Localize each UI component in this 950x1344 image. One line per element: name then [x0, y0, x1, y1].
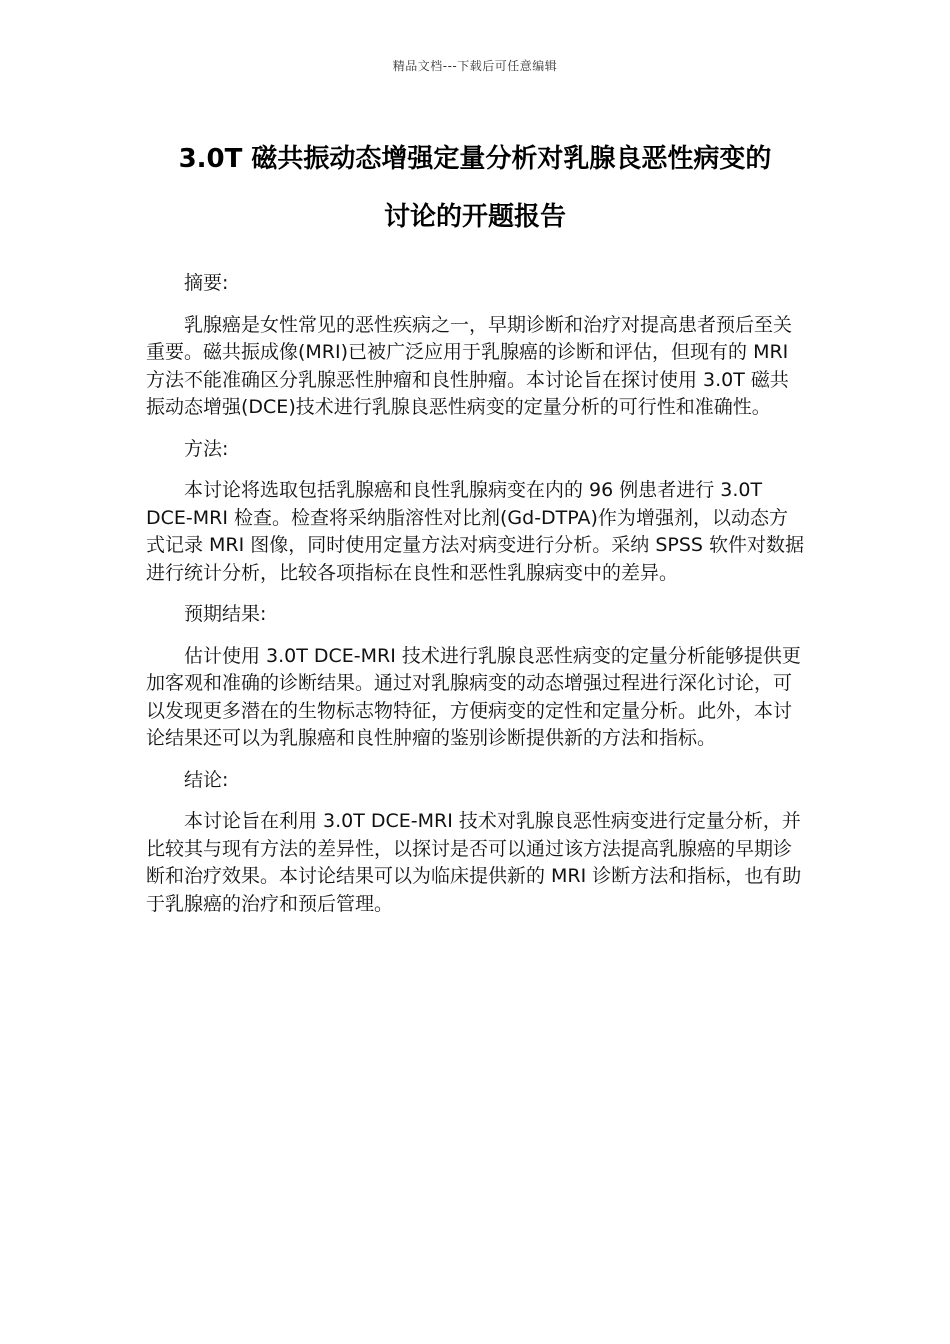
section-heading-abstract: 摘要: — [184, 272, 229, 294]
document-body — [146, 270, 806, 918]
section-body-expected-results: 估计使用 3.0T DCE-MRI 技术进行乳腺良恶性病变的定量分析能够提供更加客观和准确的诊断结果。通过对乳腺病变的动态增强过程进行深化讨论，可以发现更多潜在的生物标志物特征，方便病变的定性和定量分析。此外，本讨论结果还可以为乳腺癌和良性肿瘤的鉴别诊断提供新的方法和指标。 — [146, 644, 801, 749]
section-body-conclusion: 本讨论旨在利用 3.0T DCE-MRI 技术对乳腺良恶性病变进行定量分析，并比较其与现有方法的差异性，以探讨是否可以通过该方法提高乳腺癌的早期诊断和治疗效果。本讨论结果可以为临床提供新的 MRI 诊断方法和指标，也有助于乳腺癌的治疗和预后管理。 — [146, 810, 802, 915]
document-title-line-1: 3.0T 磁共振动态增强定量分析对乳腺良恶性病变的 — [178, 144, 772, 174]
section-heading-conclusion: 结论: — [184, 768, 229, 791]
document-title-line-2: 讨论的开题报告 — [383, 202, 566, 232]
section-body-methods: 本讨论将选取包括乳腺癌和良性乳腺病变在内的 96 例患者进行 3.0T DCE-MRI 检查。检查将采纳脂溶性对比剂(Gd-DTPA)作为增强剂，以动态方式记录 MRI 图像，同时使用定量方法对病变进行分析。采纳 SPSS 软件对数据进行统计分析，比较各项指标在良性和恶性乳腺病变中的差异。 — [146, 479, 804, 584]
page-header: 精品文档---下载后可任意编辑 — [392, 59, 558, 73]
section-heading-methods: 方法: — [184, 437, 229, 460]
section-body-abstract: 乳腺癌是女性常见的恶性疾病之一，早期诊断和治疗对提高患者预后至关重要。磁共振成像(MRI)已被广泛应用于乳腺癌的诊断和评估，但现有的 MRI 方法不能准确区分乳腺恶性肿瘤和良性肿瘤。本讨论旨在探讨使用 3.0T 磁共振动态增强(DCE)技术进行乳腺良恶性病变的定量分析的可行性和准确性。 — [146, 313, 793, 418]
section-heading-expected-results: 预期结果: — [184, 603, 267, 625]
